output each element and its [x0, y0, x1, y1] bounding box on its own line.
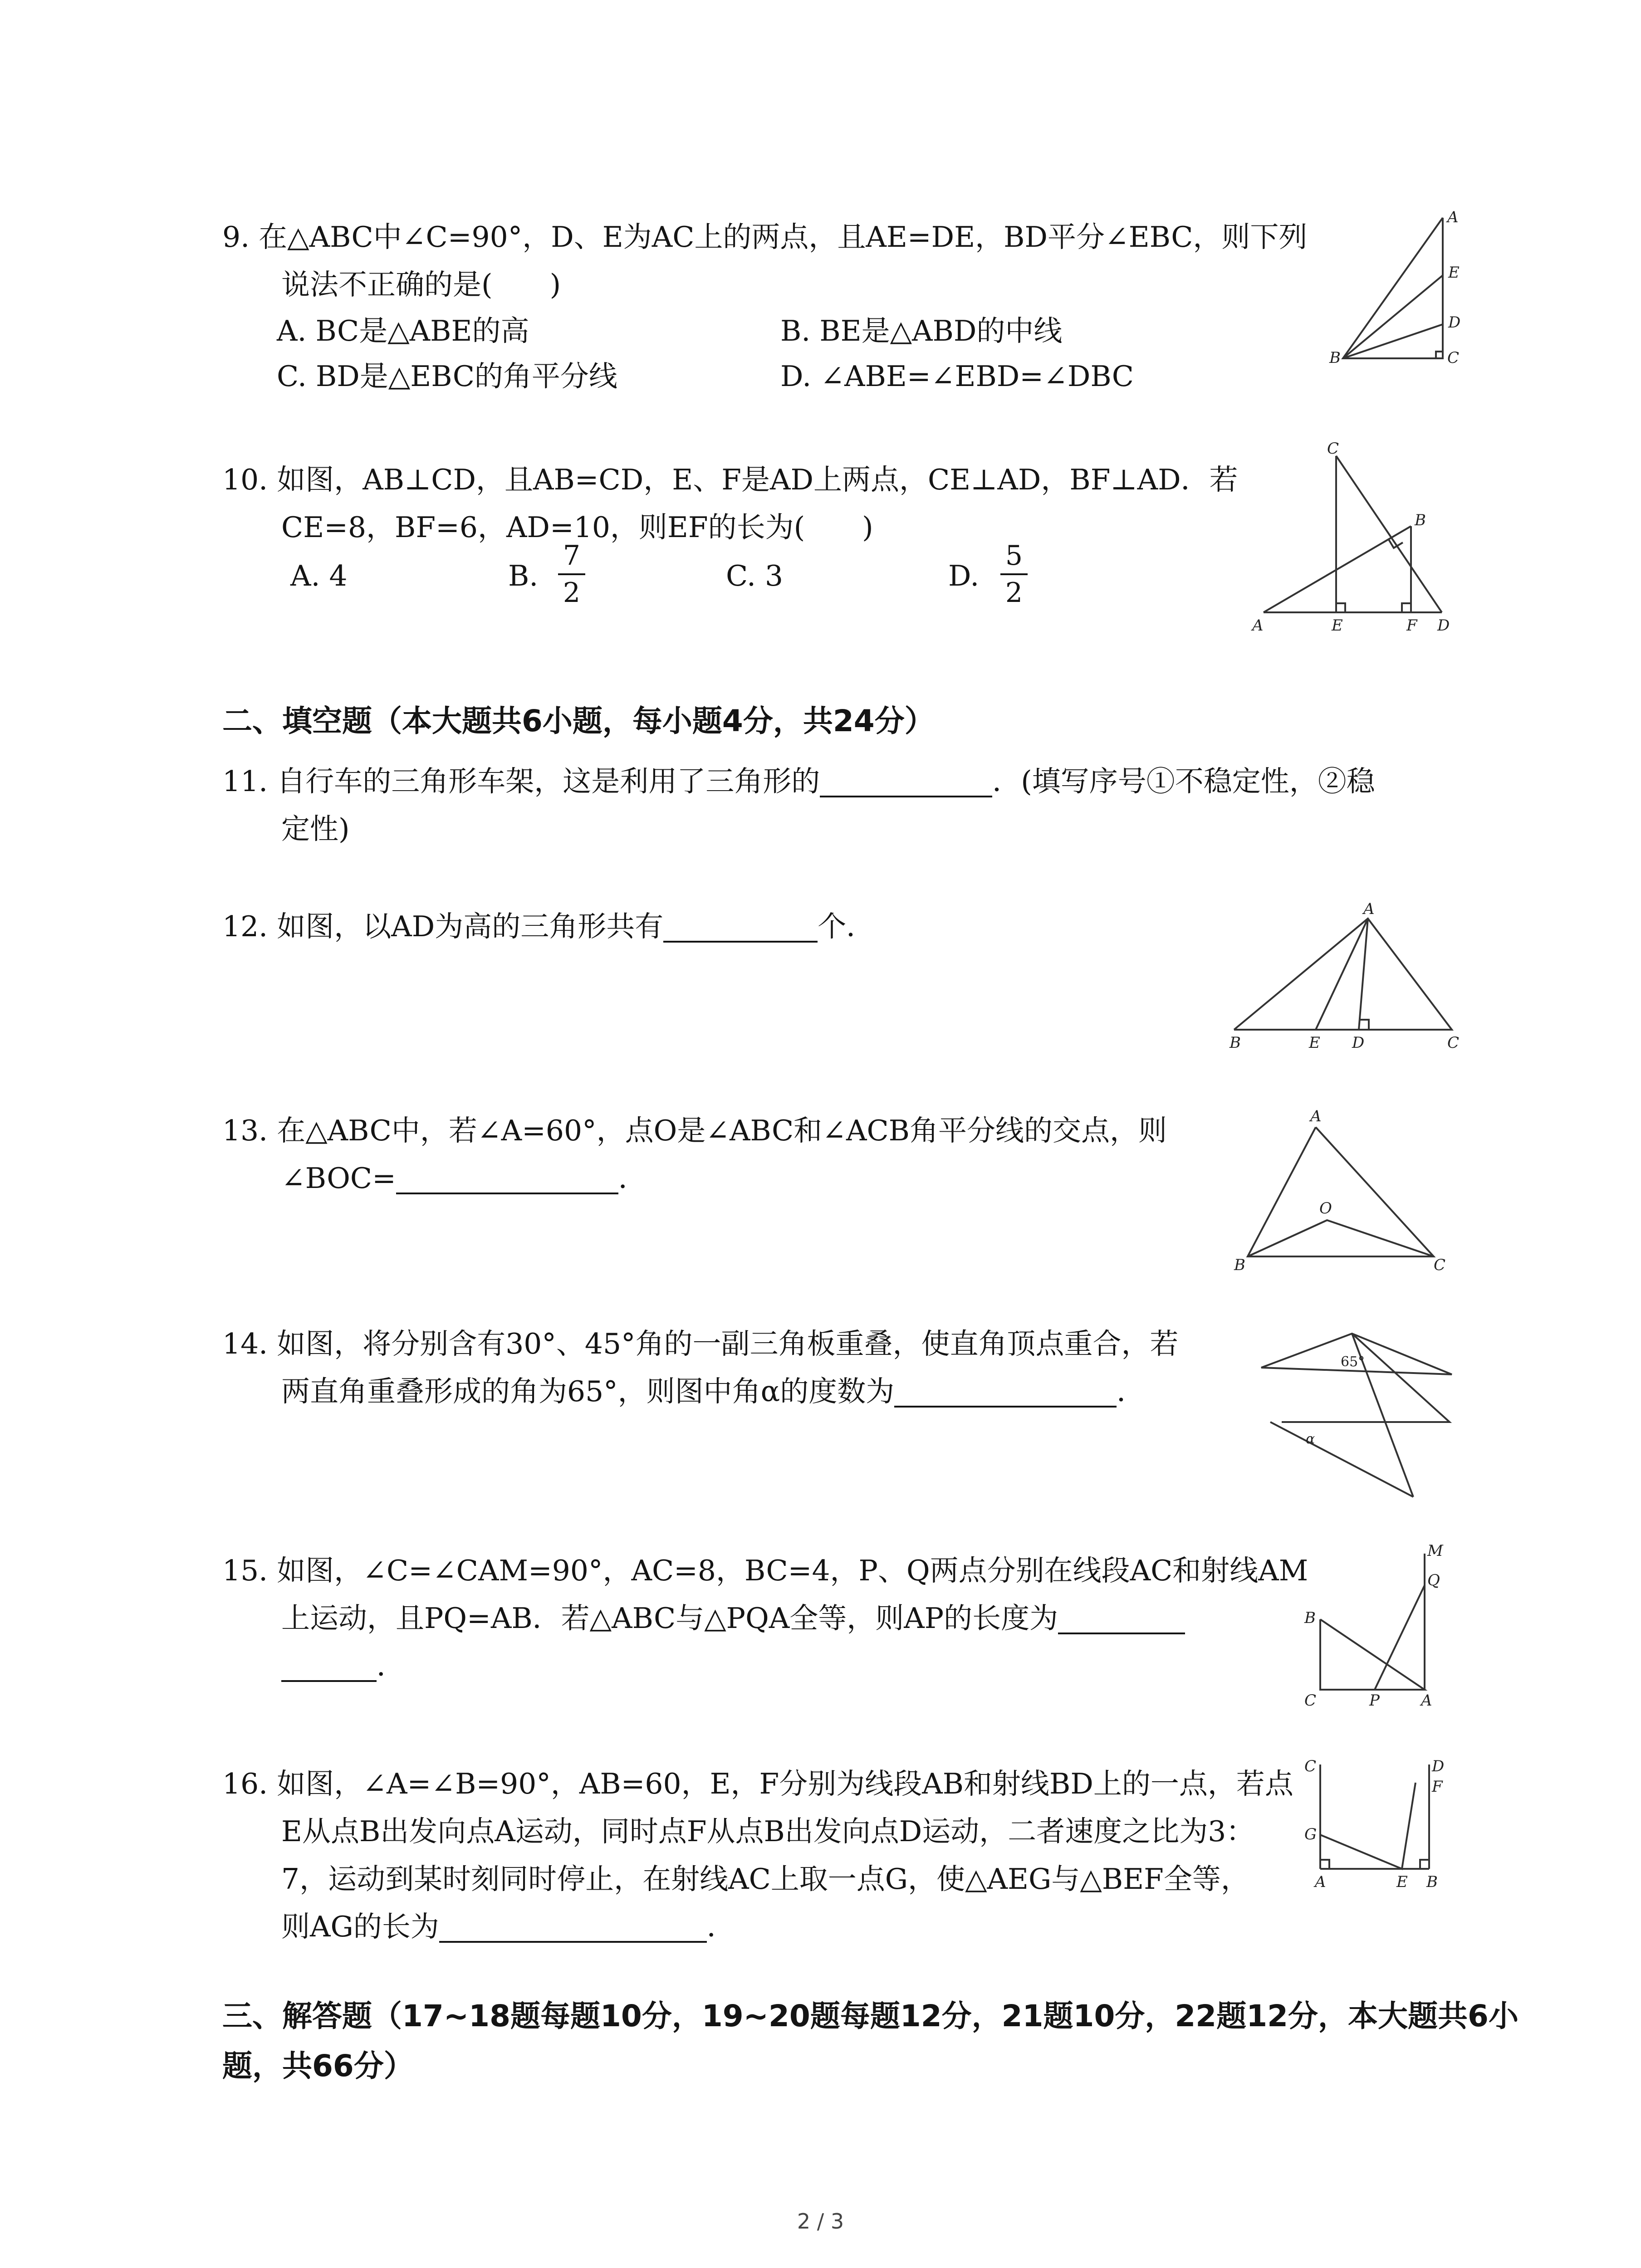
fraction-bar	[558, 573, 585, 575]
q13-text-b: ．	[618, 1162, 647, 1195]
q14-text-b: ．	[1117, 1375, 1146, 1408]
q13-answer-blank[interactable]	[396, 1161, 618, 1194]
q15-line1: 15. 如图，∠C=∠CAM=90°，AC=8，BC=4，P、Q两点分别在线段AC和射线AM	[222, 1554, 1308, 1587]
q10-option-b: B.	[508, 559, 539, 592]
q16-label-d: D	[1432, 1757, 1445, 1775]
q12-label-e: E	[1309, 1034, 1320, 1052]
q15-line2	[281, 1594, 1185, 1642]
q15-label-p: P	[1369, 1691, 1380, 1710]
q15-figure	[1298, 1542, 1452, 1710]
q15-label-a: A	[1421, 1691, 1432, 1710]
q14-figure	[1252, 1315, 1461, 1506]
q10-line2: CE=8，BF=6，AD=10，则EF的长为( )	[281, 511, 873, 544]
q10-label-e: E	[1332, 616, 1343, 635]
q15-answer-blank-2[interactable]	[281, 1648, 377, 1682]
q16-text-b: ．	[706, 1910, 735, 1943]
q12-answer-blank[interactable]	[663, 909, 818, 943]
q12-label-d: D	[1352, 1034, 1365, 1052]
q12-label-c: C	[1447, 1034, 1460, 1052]
q10-figure	[1248, 440, 1456, 644]
q16-line2: E从点B出发向点A运动，同时点F从点B出发向点D运动，二者速度之比为3：	[281, 1815, 1255, 1848]
q10-option-b-denominator: 2	[563, 577, 581, 609]
fraction-bar	[1000, 573, 1028, 575]
q9-label-a: A	[1447, 208, 1459, 226]
q14-label-alpha: α	[1306, 1431, 1315, 1447]
q11-line2: 定性)	[281, 812, 350, 846]
q10-option-d-fraction	[1000, 540, 1028, 609]
q13-label-o: O	[1319, 1199, 1332, 1217]
q10-label-a: A	[1252, 616, 1264, 635]
q14-answer-blank[interactable]	[894, 1374, 1117, 1408]
q15-label-m: M	[1427, 1542, 1443, 1560]
q16-text-a: 则AG的长为	[281, 1910, 439, 1943]
q13-line2	[281, 1154, 647, 1202]
q14-line2	[281, 1368, 1145, 1415]
q12-label-b: B	[1230, 1034, 1241, 1052]
q10-label-b: B	[1415, 511, 1426, 529]
q12-label-a: A	[1363, 900, 1375, 918]
q10-option-d-numerator: 5	[1005, 540, 1023, 572]
q15-label-q: Q	[1427, 1571, 1440, 1589]
q11-text-a: 11. 自行车的三角形车架，这是利用了三角形的	[222, 765, 820, 798]
q9-label-c: C	[1447, 349, 1460, 367]
q16-label-b: B	[1426, 1873, 1438, 1891]
q16-line4	[281, 1903, 735, 1950]
q14-line1: 14. 如图，将分别含有30°、45°角的一副三角板重叠，使直角顶点重合，若	[222, 1327, 1179, 1360]
q10-option-a: A. 4	[290, 559, 348, 592]
q15-answer-blank-1[interactable]	[1058, 1601, 1185, 1634]
q10-line1: 10. 如图，AB⊥CD，且AB=CD，E、F是AD上两点，CE⊥AD，BF⊥AD．若	[222, 463, 1238, 496]
q13-label-a: A	[1310, 1107, 1322, 1125]
q10-option-b-fraction	[558, 540, 585, 609]
q10-option-d: D.	[948, 559, 980, 592]
page-number: 2 / 3	[797, 2209, 844, 2234]
section-3-heading-line2: 题，共66分）	[222, 2048, 414, 2083]
q11-text-b: ．(填写序号①不稳定性，②稳	[992, 765, 1375, 798]
q9-line2: 说法不正确的是( )	[281, 268, 561, 301]
q10-label-d: D	[1437, 616, 1450, 635]
q16-label-f: F	[1432, 1778, 1443, 1796]
q9-figure	[1325, 209, 1470, 376]
section-2-heading: 二、填空题（本大题共6小题，每小题4分，共24分）	[222, 704, 935, 738]
q14-text-a: 两直角重叠形成的角为65°，则图中角α的度数为	[281, 1375, 895, 1408]
q16-label-e: E	[1396, 1873, 1408, 1891]
q10-option-c: C. 3	[726, 559, 784, 592]
q13-line1: 13. 在△ABC中，若∠A=60°，点O是∠ABC和∠ACB角平分线的交点，则	[222, 1114, 1167, 1147]
section-3-heading-line1: 三、解答题（17~18题每题10分，19~20题每题12分，21题10分，22题12分，本大题共6小	[222, 1999, 1519, 2033]
q10-option-b-numerator: 7	[563, 540, 581, 572]
q12-line1	[222, 903, 875, 950]
q16-label-g: G	[1304, 1825, 1317, 1843]
q12-text-a: 12. 如图，以AD为高的三角形共有	[222, 910, 664, 943]
q14-label-65: 65°	[1341, 1354, 1365, 1370]
q13-text-a: ∠BOC=	[281, 1162, 396, 1195]
q10-label-c: C	[1327, 440, 1339, 458]
q12-figure	[1220, 898, 1465, 1061]
q16-label-a: A	[1315, 1873, 1326, 1891]
q15-label-b: B	[1304, 1609, 1316, 1627]
q11-line1	[222, 758, 1375, 805]
q9-label-b: B	[1329, 349, 1341, 367]
q16-label-c: C	[1304, 1757, 1317, 1775]
q10-label-f: F	[1406, 616, 1417, 635]
q13-label-c: C	[1434, 1256, 1446, 1274]
q9-option-b: B. BE是△ABD的中线	[780, 314, 1063, 347]
q11-answer-blank[interactable]	[820, 764, 992, 797]
q9-line1: 9. 在△ABC中∠C=90°，D、E为AC上的两点，且AE=DE，BD平分∠EBC，则下列	[222, 220, 1308, 254]
q15-label-c: C	[1304, 1691, 1317, 1710]
q15-text-end: ．	[377, 1649, 405, 1682]
q15-text: 上运动，且PQ=AB．若△ABC与△PQA全等，则AP的长度为	[281, 1602, 1058, 1635]
q9-option-a: A. BC是△ABE的高	[277, 314, 529, 347]
q9-option-d: D. ∠ABE=∠EBD=∠DBC	[780, 360, 1134, 393]
q9-label-d: D	[1448, 313, 1461, 332]
q12-text-b: 个．	[818, 910, 875, 943]
q16-line3: 7，运动到某时刻同时停止，在射线AC上取一点G，使△AEG与△BEF全等，	[281, 1862, 1249, 1896]
q16-answer-blank[interactable]	[439, 1909, 707, 1943]
q16-line1: 16. 如图，∠A=∠B=90°，AB=60，E，F分别为线段AB和射线BD上的一点，若点	[222, 1767, 1293, 1800]
q9-label-e: E	[1448, 264, 1460, 282]
q13-figure	[1234, 1102, 1452, 1275]
q10-option-d-denominator: 2	[1005, 577, 1023, 609]
q9-option-c: C. BD是△EBC的角平分线	[277, 360, 617, 393]
q13-label-b: B	[1234, 1256, 1245, 1274]
q16-figure	[1298, 1755, 1452, 1892]
q15-line3	[281, 1642, 405, 1690]
